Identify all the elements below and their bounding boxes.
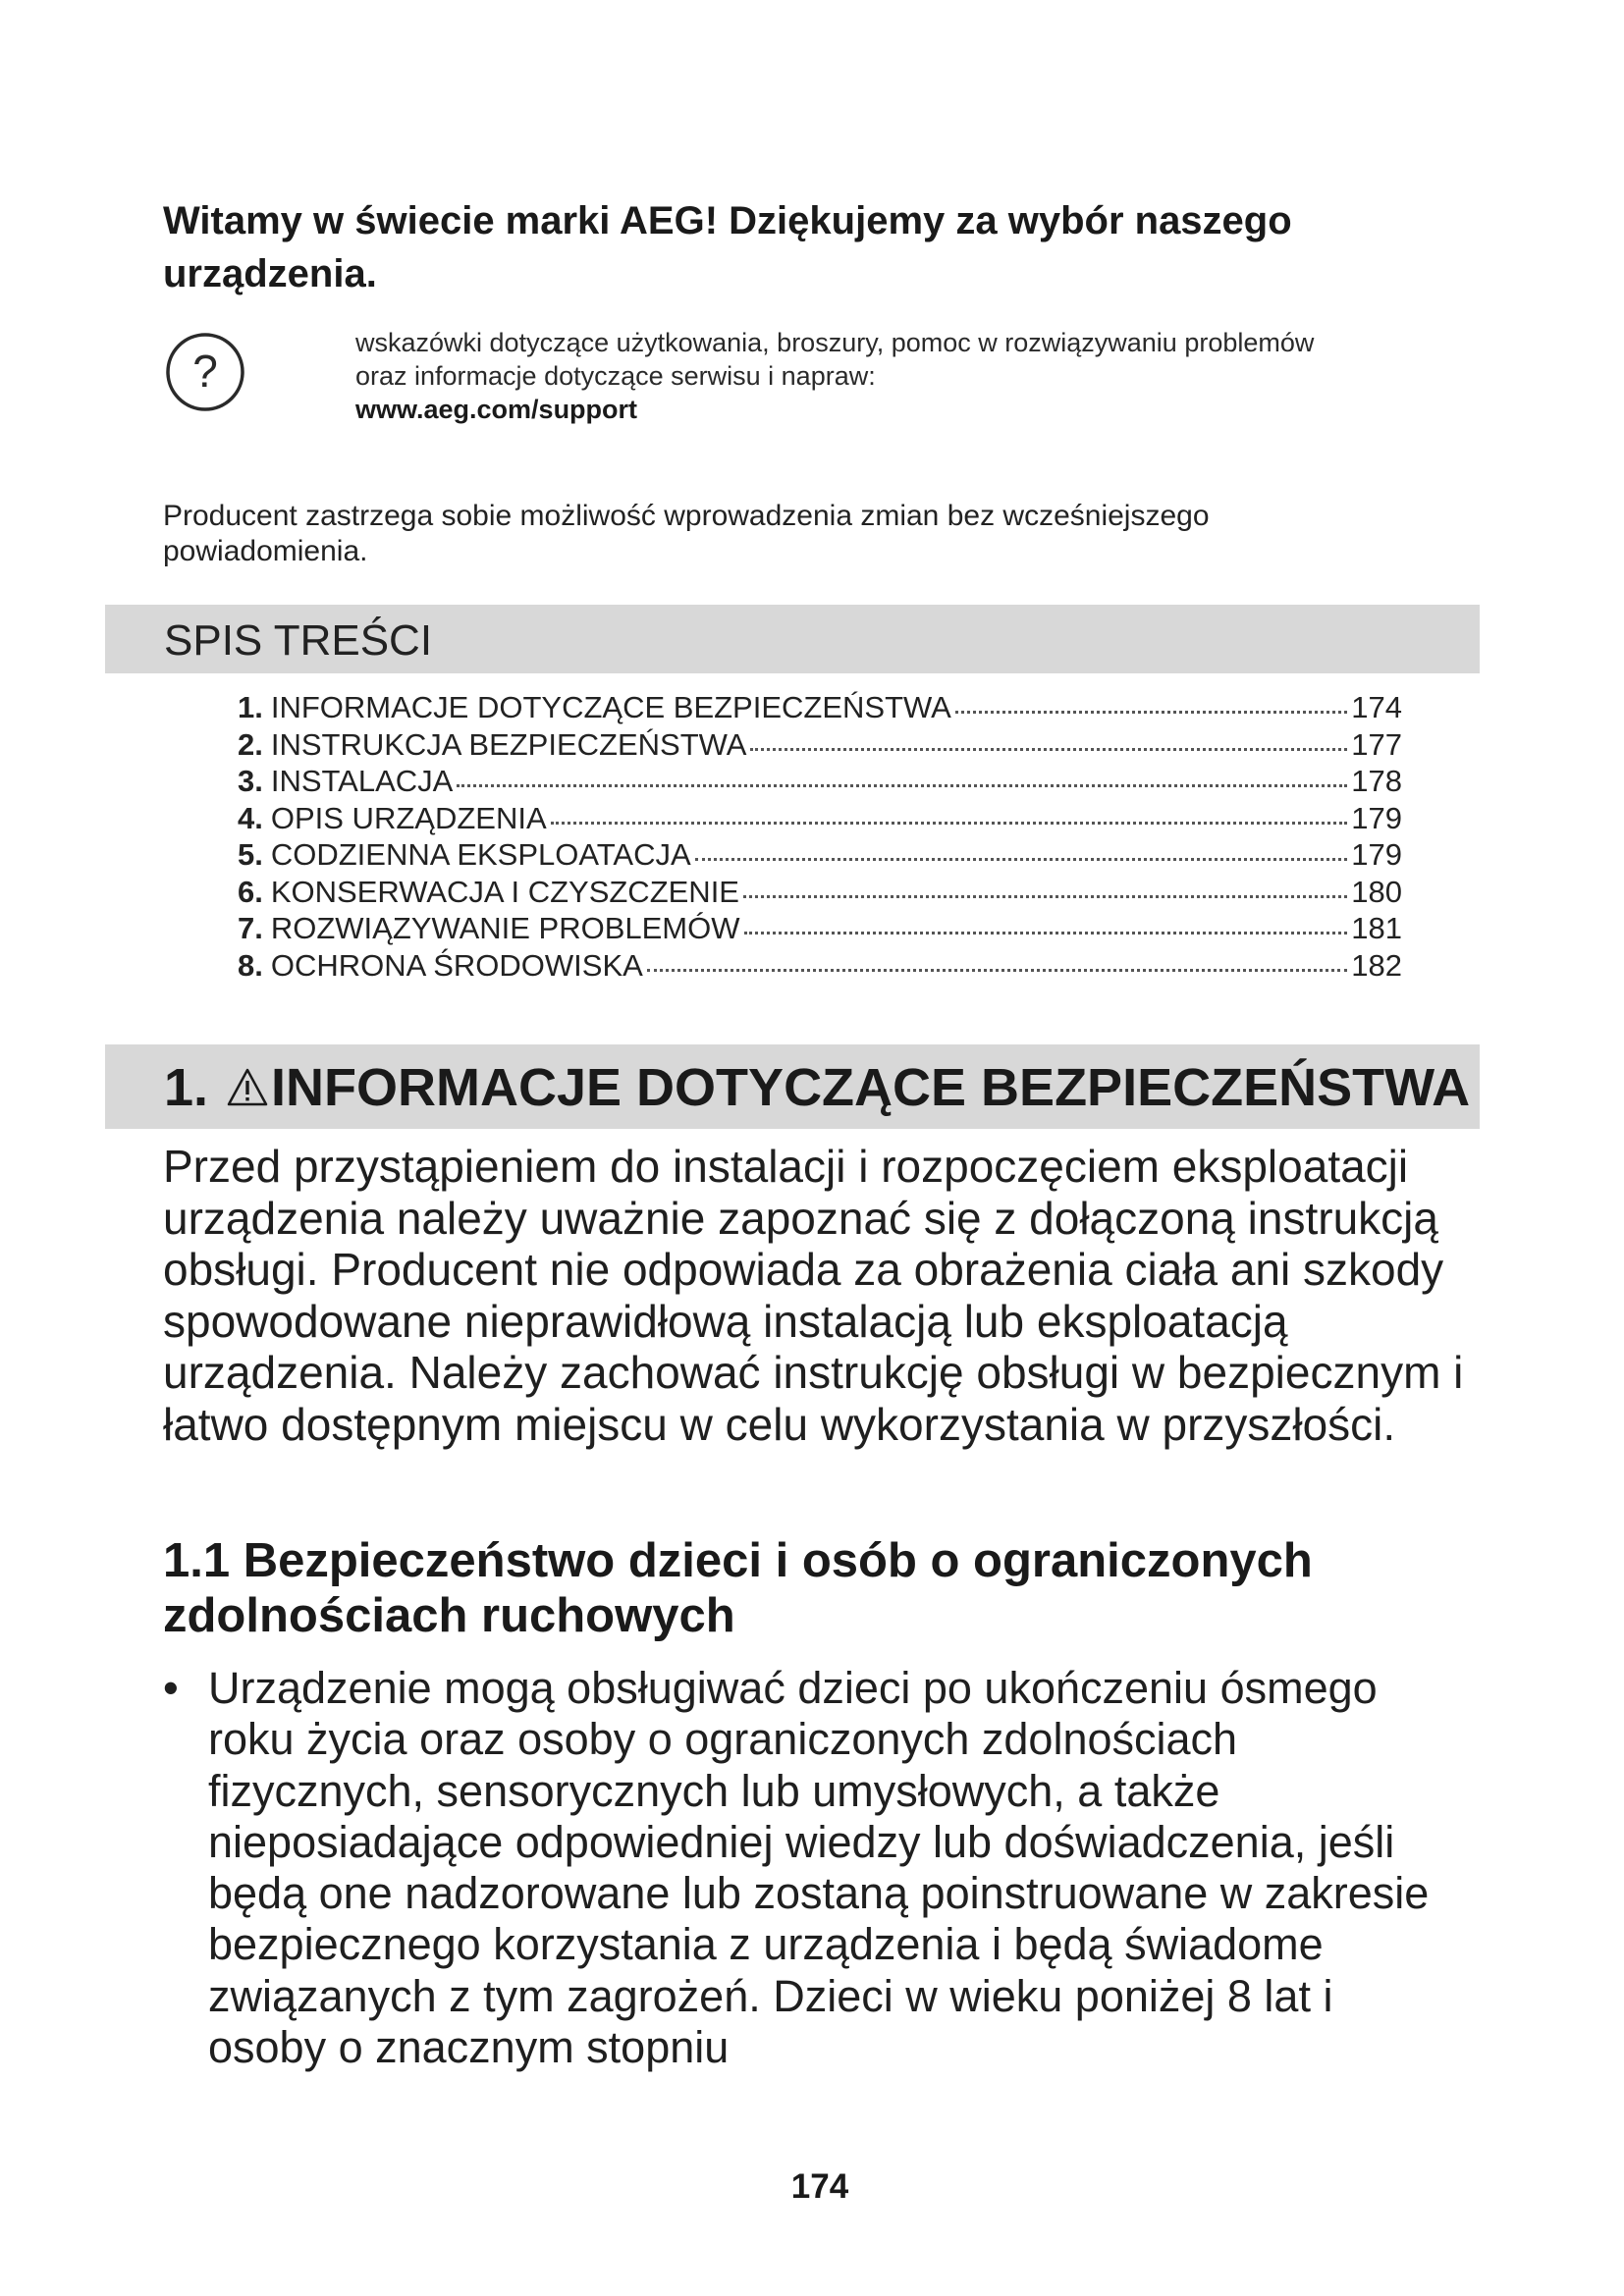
bullet-marker: • — [163, 1663, 179, 1713]
list-item — [163, 1663, 1489, 2073]
toc-header-band — [105, 605, 1480, 673]
dot-leader — [551, 822, 1348, 825]
dot-leader — [750, 748, 1347, 751]
toc-item-label: OPIS URZĄDZENIA — [270, 800, 547, 835]
toc-item-page: 174 — [1351, 690, 1402, 724]
toc-item[interactable]: 3. INSTALACJA 178 — [238, 764, 1402, 798]
support-line-2: oraz informacje dotyczące serwisu i napraw: — [355, 361, 876, 391]
dot-leader — [743, 895, 1347, 898]
welcome-heading: Witamy w świecie marki AEG! Dziękujemy za wybór naszego urządzenia. — [163, 199, 1292, 295]
toc-item-page: 182 — [1351, 947, 1402, 983]
dot-leader — [695, 858, 1348, 861]
toc-item-label: KONSERWACJA I CZYSZCZENIE — [270, 874, 739, 909]
support-link[interactable]: www.aeg.com/support — [355, 395, 638, 424]
section-1-intro: Przed przystąpieniem do instalacji i rozpoczęciem eksploatacji urządzenia należy uważnie zapoznać się z dołączoną instrukcją obsługi. Producent nie odpowiada za obrażenia ciała ani szkody spowodowane nieprawidłową instalacją lub eksploatacją urządzenia. Należy zachować instrukcję obsługi w bezpiecznym i łatwo dostępnym miejscu w celu wykorzystania w przyszłości. — [163, 1141, 1464, 1450]
toc-item-label: ROZWIĄZYWANIE PROBLEMÓW — [270, 911, 740, 945]
toc-item-page: 178 — [1351, 764, 1402, 798]
toc-item-label: INSTRUKCJA BEZPIECZEŃSTWA — [270, 726, 747, 762]
toc-item-label: CODZIENNA EKSPLOATACJA — [270, 837, 691, 872]
section-1-1-heading: 1.1 Bezpieczeństwo dzieci i osób o ograniczonych zdolnościach ruchowych — [163, 1534, 1313, 1642]
section-1-header-band — [105, 1044, 1480, 1129]
dot-leader — [744, 932, 1348, 934]
toc-item-page: 179 — [1351, 800, 1402, 835]
toc-item-page: 177 — [1351, 726, 1402, 762]
toc-item[interactable]: 5. CODZIENNA EKSPLOATACJA 179 — [238, 837, 1402, 872]
support-line-1: wskazówki dotyczące użytkowania, broszury, pomoc w rozwiązywaniu problemów — [355, 328, 1315, 357]
warning-triangle-icon — [226, 1067, 269, 1108]
toc-item-page: 179 — [1351, 837, 1402, 872]
section-1-number: 1. — [164, 1058, 209, 1117]
toc-item[interactable]: 8. OCHRONA ŚRODOWISKA 182 — [238, 947, 1402, 983]
toc-item[interactable]: 2. INSTRUKCJA BEZPIECZEŃSTWA 177 — [238, 726, 1402, 762]
disclaimer-text: Producent zastrzega sobie możliwość wprowadzenia zmian bez wcześniejszego powiadomienia. — [163, 500, 1210, 567]
toc-item-label: INFORMACJE DOTYCZĄCE BEZPIECZEŃSTWA — [270, 690, 951, 724]
svg-text:?: ? — [192, 346, 218, 397]
page-number: 174 — [790, 2167, 849, 2206]
bullet-text: Urządzenie mogą obsługiwać dzieci po ukończeniu ósmego roku życia oraz osoby o ograniczonych zdolnościach fizycznych, sensorycznych lub umysłowych, a także nieposiadające odpowiedniej wiedzy lub doświadczenia, jeśli będą one nadzorowane lub zostaną poinstruowane w zakresie bezpiecznego korzystania z urządzenia i będą świadome związanych z tym zagrożeń. Dzieci w wieku poniżej 8 lat i osoby o znacznym stopniu — [208, 1663, 1430, 2073]
dot-leader — [647, 969, 1347, 972]
toc-item[interactable]: 7. ROZWIĄZYWANIE PROBLEMÓW 181 — [238, 911, 1402, 945]
dot-leader — [457, 784, 1347, 787]
toc-item-label: INSTALACJA — [270, 764, 454, 798]
support-info — [355, 326, 1485, 426]
toc-item[interactable]: 1. INFORMACJE DOTYCZĄCE BEZPIECZEŃSTWA 174 — [238, 690, 1402, 724]
section-1-title-text: INFORMACJE DOTYCZĄCE BEZPIECZEŃSTWA — [271, 1058, 1471, 1117]
toc-item-page: 181 — [1351, 911, 1402, 945]
toc-item[interactable]: 6. KONSERWACJA I CZYSZCZENIE 180 — [238, 874, 1402, 909]
dot-leader — [955, 711, 1347, 714]
toc-item-label: OCHRONA ŚRODOWISKA — [270, 947, 643, 983]
table-of-contents — [238, 689, 1402, 984]
toc-item-page: 180 — [1351, 874, 1402, 909]
section-1-title — [164, 1058, 1470, 1117]
question-circle-icon — [163, 330, 247, 414]
toc-title: SPIS TREŚCI — [164, 616, 433, 665]
toc-item[interactable]: 4. OPIS URZĄDZENIA 179 — [238, 800, 1402, 835]
